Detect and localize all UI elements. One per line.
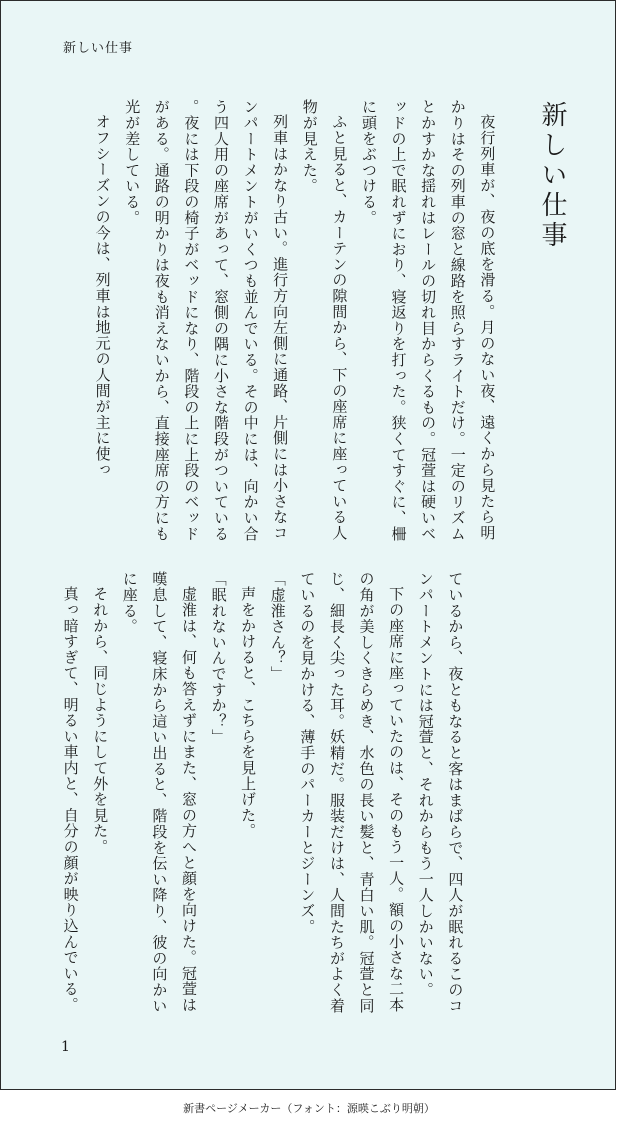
paragraph: 声をかけると、こちらを見上げた。 xyxy=(239,586,258,839)
dialogue-line: 「眠れないんですか？」 xyxy=(209,571,228,745)
dialogue-line: 「虚淮さん？」 xyxy=(268,571,287,682)
lower-text-flow xyxy=(55,571,469,1021)
chapter-title: 新しい仕事 xyxy=(537,101,567,251)
paragraph: ふと見ると、カーテンの隙間から、下の座席に座っている人物が見えた。 xyxy=(300,99,349,541)
running-head: 新しい仕事 xyxy=(63,41,134,56)
paragraph: 夜行列車が、夜の底を滑る。月のない夜、遠くから見たら明かりはその列車の窓と線路を照らすライトだけ。一定のリズムとかすかな揺れはレールの切れ目からくるもの。冠萱は硬いベッドの上で眠れずにおり、寝返りを打った。狭くてすぐに、柵に頭をぶつける。 xyxy=(359,99,497,542)
footer-caption: 新書ページメーカー（フォント：源暎こぶり明朝） xyxy=(183,1102,435,1115)
paragraph: 真っ暗すぎて、明るい車内と、自分の顔が映り込んでいる。 xyxy=(61,586,80,1013)
upper-text-flow xyxy=(87,99,501,554)
lower-text-block xyxy=(55,571,565,1021)
paragraph: ているから、夜ともなると客はまばらで、四人が眠れるこのコンパートメントには冠萱と、それからもう一人しかいない。 xyxy=(416,571,465,1014)
paragraph: オフシーズンの今は、列車は地元の人間が主に使っ xyxy=(93,114,112,478)
page-number: 1 xyxy=(61,1039,70,1055)
upper-text-block xyxy=(87,99,497,554)
paragraph: それから、同じようにして外を見た。 xyxy=(91,586,110,855)
paragraph: 列車はかなり古い。進行方向左側に通路、片側には小さなコンパートメントがいくつも並んでいる。その中には、向かい合う四人用の座席があって、窓側の隅に小さな階段がついている。夜には下段の椅子がベッドになり、階段の上に上段のベッドがある。通路の明かりは夜も消えないから、直接座席の方にも光が差している。 xyxy=(123,99,290,542)
paragraph: 下の座席に座っていたのは、そのもう一人。額の小さな二本の角が美しくきらめき、水色の長い髪と、青白い肌。冠萱と同じ、細長く尖った耳。妖精だ。服装だけは、人間たちがよく着ているのを見かける、薄手のパーカーとジーンズ。 xyxy=(298,571,406,1014)
paragraph: 虚淮は、何も答えずにまた、窓の方へと顔を向けた。冠萱は嘆息して、寝床から這い出ると、階段を伝い降り、彼の向かいに座る。 xyxy=(120,571,198,1014)
